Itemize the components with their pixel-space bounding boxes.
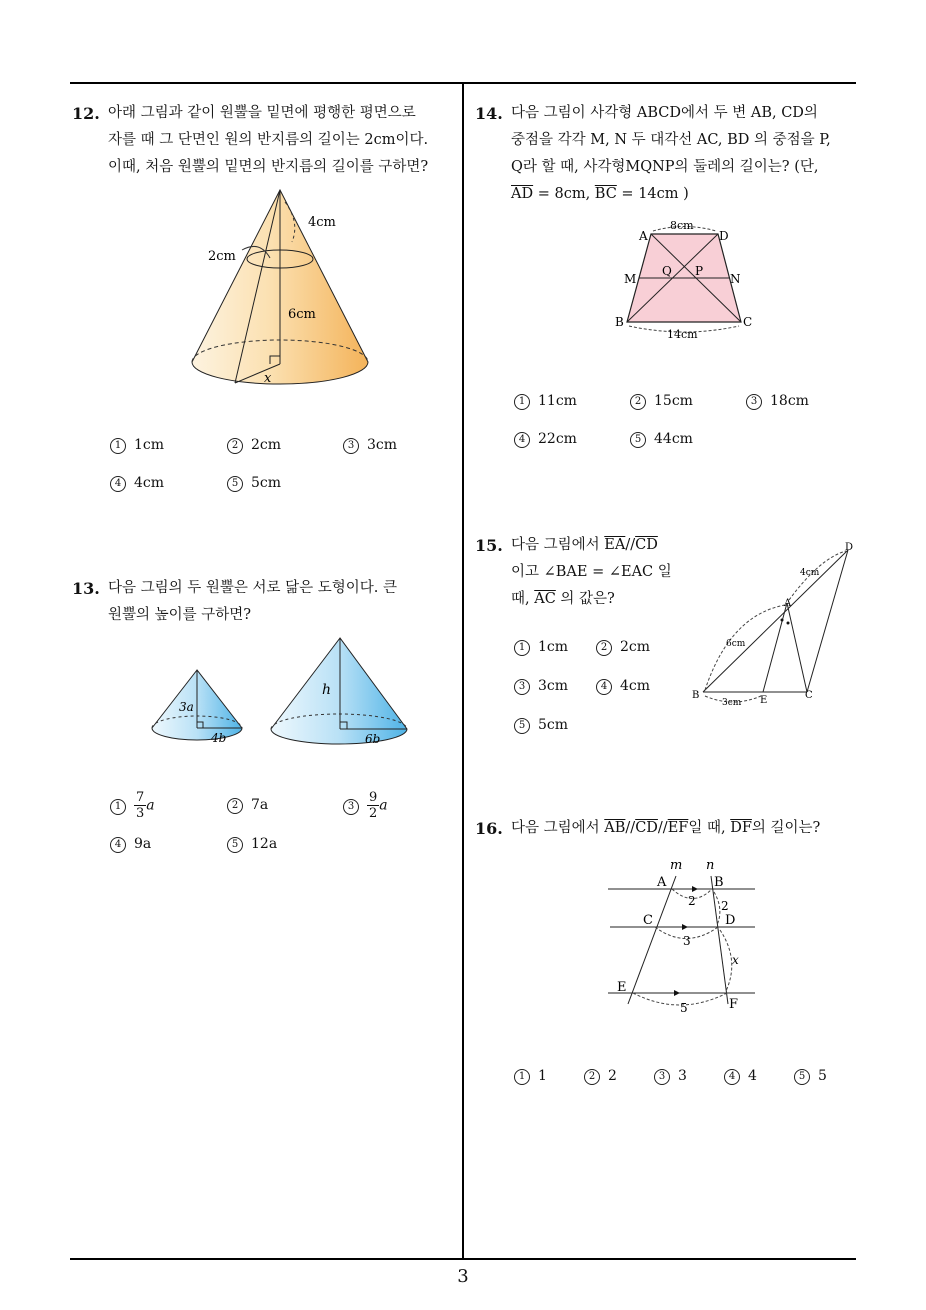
label-x: x [264,371,272,386]
question-number: 13. [72,579,100,598]
q14-trapezoid-figure [612,218,762,343]
label-4b: 4b [211,731,227,745]
q13-cones-figure [145,632,420,752]
svg-text:n: n [706,858,715,873]
svg-text:3cm: 3cm [722,698,742,708]
option-3[interactable]: 3 3 [654,1068,687,1085]
page-number: 3 [457,1266,469,1287]
question-text-line: 이고 ∠BAE = ∠EAC 일 [511,564,672,580]
svg-text:5: 5 [680,1001,688,1012]
option-5[interactable]: 5 5cm [514,717,568,734]
option-2[interactable]: 2 7a [227,797,268,814]
question-text-line: 다음 그림이 사각형 ABCD에서 두 변 AB, CD의 [511,105,818,121]
question-number: 14. [475,104,503,123]
svg-text:A: A [639,229,648,243]
option-4[interactable]: 4 9a [110,836,151,853]
question-14 [475,100,831,208]
question-15 [475,532,672,613]
option-3[interactable]: 3 3cm [514,678,568,695]
question-text-line: 다음 그림의 두 원뿔은 서로 닮은 도형이다. 큰 [108,580,397,596]
option-1[interactable]: 1 1cm [514,639,568,656]
option-2[interactable]: 2 15cm [630,393,693,410]
option-2[interactable]: 2 2 [584,1068,617,1085]
svg-text:E: E [760,695,768,706]
question-12 [72,100,428,181]
svg-text:D: D [725,913,736,928]
option-4[interactable]: 4 4cm [596,678,650,695]
option-1[interactable]: 1 $\frac{7}{3}$ a [110,790,155,821]
option-1[interactable]: 1 11cm [514,393,577,410]
option-4[interactable]: 4 4cm [110,475,164,492]
svg-text:D: D [719,229,729,243]
svg-text:N: N [730,272,741,286]
q12-cone-figure [180,182,380,392]
bottom-rule [70,1258,856,1260]
option-2[interactable]: 2 2cm [227,437,281,454]
svg-text:2: 2 [688,894,696,908]
svg-text:A: A [784,598,792,609]
option-5[interactable]: 5 44cm [630,431,693,448]
svg-text:6cm: 6cm [726,639,746,649]
question-text-line: 때, $\overline{AC}$ 의 값은? [511,591,615,607]
svg-text:m: m [670,858,683,873]
svg-text:E: E [617,980,627,995]
svg-text:C: C [743,315,753,329]
q15-triangle-figure [690,540,860,710]
question-number: 15. [475,536,503,555]
svg-text:Q: Q [662,264,672,278]
option-3[interactable]: 3 $\frac{9}{2}$ a [343,790,388,821]
svg-text:3: 3 [683,934,691,948]
question-text-line: 이때, 처음 원뿔의 밑면의 반지름의 길이를 구하면? [108,159,429,175]
option-5[interactable]: 5 12a [227,836,277,853]
question-16 [475,815,820,842]
svg-text:D: D [845,542,854,553]
svg-text:M: M [624,272,637,286]
svg-text:14cm: 14cm [667,328,698,341]
question-condition: $\overline{AD} = 8cm$, $\overline{BC} = 14cm$ ) [511,186,689,202]
question-number: 12. [72,104,100,123]
option-1[interactable]: 1 1 [514,1068,547,1085]
question-text-line: 원뿔의 높이를 구하면? [108,607,252,623]
svg-text:B: B [714,875,724,890]
option-1[interactable]: 1 1cm [110,437,164,454]
label-h: h [322,682,332,698]
q16-parallel-lines-figure [600,852,765,1012]
label-2cm: 2cm [208,249,236,264]
svg-text:B: B [615,315,624,329]
question-text-line: 아래 그림과 같이 원뿔을 밑면에 평행한 평면으로 [108,105,416,121]
option-3[interactable]: 3 3cm [343,437,397,454]
question-text-line: Q라 할 때, 사각형MQNP의 둘레의 길이는? (단, [511,159,819,175]
option-5[interactable]: 5 5 [794,1068,827,1085]
question-text-line: 중점을 각각 M, N 두 대각선 AC, BD 의 중점을 P, [511,132,831,148]
question-number: 16. [475,819,503,838]
label-6cm: 6cm [288,307,316,322]
svg-text:4cm: 4cm [800,568,820,578]
option-5[interactable]: 5 5cm [227,475,281,492]
question-text-line: 다음 그림에서 $\overline{AB}//\overline{CD}//\overline{EF}$일 때, $\overline{DF}$의 길이는? [511,820,821,836]
svg-text:A: A [657,875,667,890]
svg-text:P: P [695,264,704,278]
option-4[interactable]: 4 22cm [514,431,577,448]
label-3a: 3a [179,700,194,714]
svg-text:F: F [729,997,739,1012]
question-text-line: 자를 때 그 단면인 원의 반지름의 길이는 2cm이다. [108,132,429,148]
option-4[interactable]: 4 4 [724,1068,757,1085]
option-3[interactable]: 3 18cm [746,393,809,410]
big-cone-body [271,638,407,744]
svg-text:C: C [805,690,813,701]
svg-text:x: x [732,953,739,967]
svg-text:C: C [643,913,653,928]
label-6b: 6b [365,732,381,746]
svg-text:B: B [692,690,700,701]
option-2[interactable]: 2 2cm [596,639,650,656]
label-4cm: 4cm [308,215,336,230]
column-divider [462,83,464,1259]
svg-text:8cm: 8cm [670,219,694,232]
question-text-line: 다음 그림에서 $\overline{EA}//\overline{CD}$ [511,537,658,553]
question-13 [72,575,397,629]
svg-text:2: 2 [721,899,729,913]
